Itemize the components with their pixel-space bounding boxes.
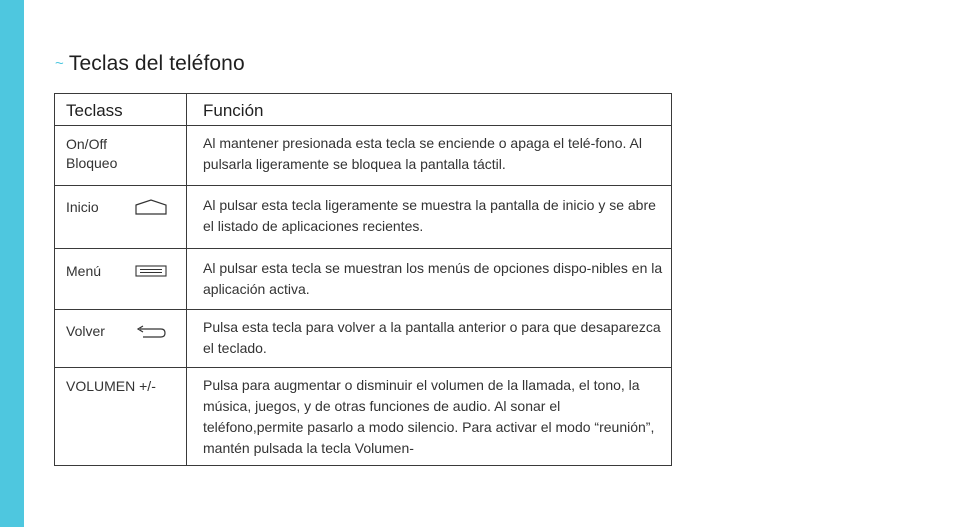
key-cell [55, 186, 187, 249]
function-description: Pulsa para augmentar o disminuir el volumen de la llamada, el tono, la música, juegos, y de otras funciones de audio. Al sonar el teléfono,permite pasarlo a modo silencio. Para activar el modo “reunión”, mantén pulsada la tecla Volumen- [203, 377, 655, 456]
back-icon [135, 324, 167, 340]
function-description: Al mantener presionada esta tecla se enciende o apaga el telé-fono. Al pulsarla ligeramente se bloquea la pantalla táctil. [203, 135, 642, 172]
header-key-label: Teclass [66, 101, 123, 120]
function-description: Al pulsar esta tecla ligeramente se muestra la pantalla de inicio y se abre el listado de aplicaciones recientes. [203, 197, 656, 234]
key-label: Bloqueo [66, 155, 118, 171]
key-cell [55, 126, 187, 186]
table-header-row [55, 94, 672, 126]
table-row [55, 126, 672, 186]
phone-keys-table [54, 93, 672, 466]
heading-tilde: ~ [55, 55, 64, 72]
function-cell [187, 186, 672, 249]
heading-title: Teclas del teléfono [68, 52, 245, 75]
header-cell-function [187, 94, 672, 126]
function-cell [187, 368, 672, 466]
key-label: Volver [66, 323, 105, 339]
table-row [55, 310, 672, 368]
key-label: Inicio [66, 199, 99, 215]
key-label: On/Off [66, 136, 107, 152]
section-heading [55, 52, 245, 76]
key-label: Menú [66, 263, 102, 279]
key-cell [55, 368, 187, 466]
sidebar-accent-stripe [0, 0, 24, 527]
key-cell [55, 249, 187, 310]
function-cell [187, 310, 672, 368]
menu-icon [135, 265, 167, 277]
table-row [55, 368, 672, 466]
function-description: Pulsa esta tecla para volver a la pantalla anterior o para que desaparezca el teclado. [203, 319, 661, 356]
function-cell [187, 126, 672, 186]
header-function-label: Función [203, 101, 264, 120]
function-cell [187, 249, 672, 310]
home-icon [135, 199, 167, 215]
table-row [55, 186, 672, 249]
key-label: VOLUMEN +/- [66, 378, 156, 394]
key-cell [55, 310, 187, 368]
table-row [55, 249, 672, 310]
header-cell-key [55, 94, 187, 126]
function-description: Al pulsar esta tecla se muestran los menús de opciones dispo-nibles en la aplicación activa. [203, 260, 663, 297]
